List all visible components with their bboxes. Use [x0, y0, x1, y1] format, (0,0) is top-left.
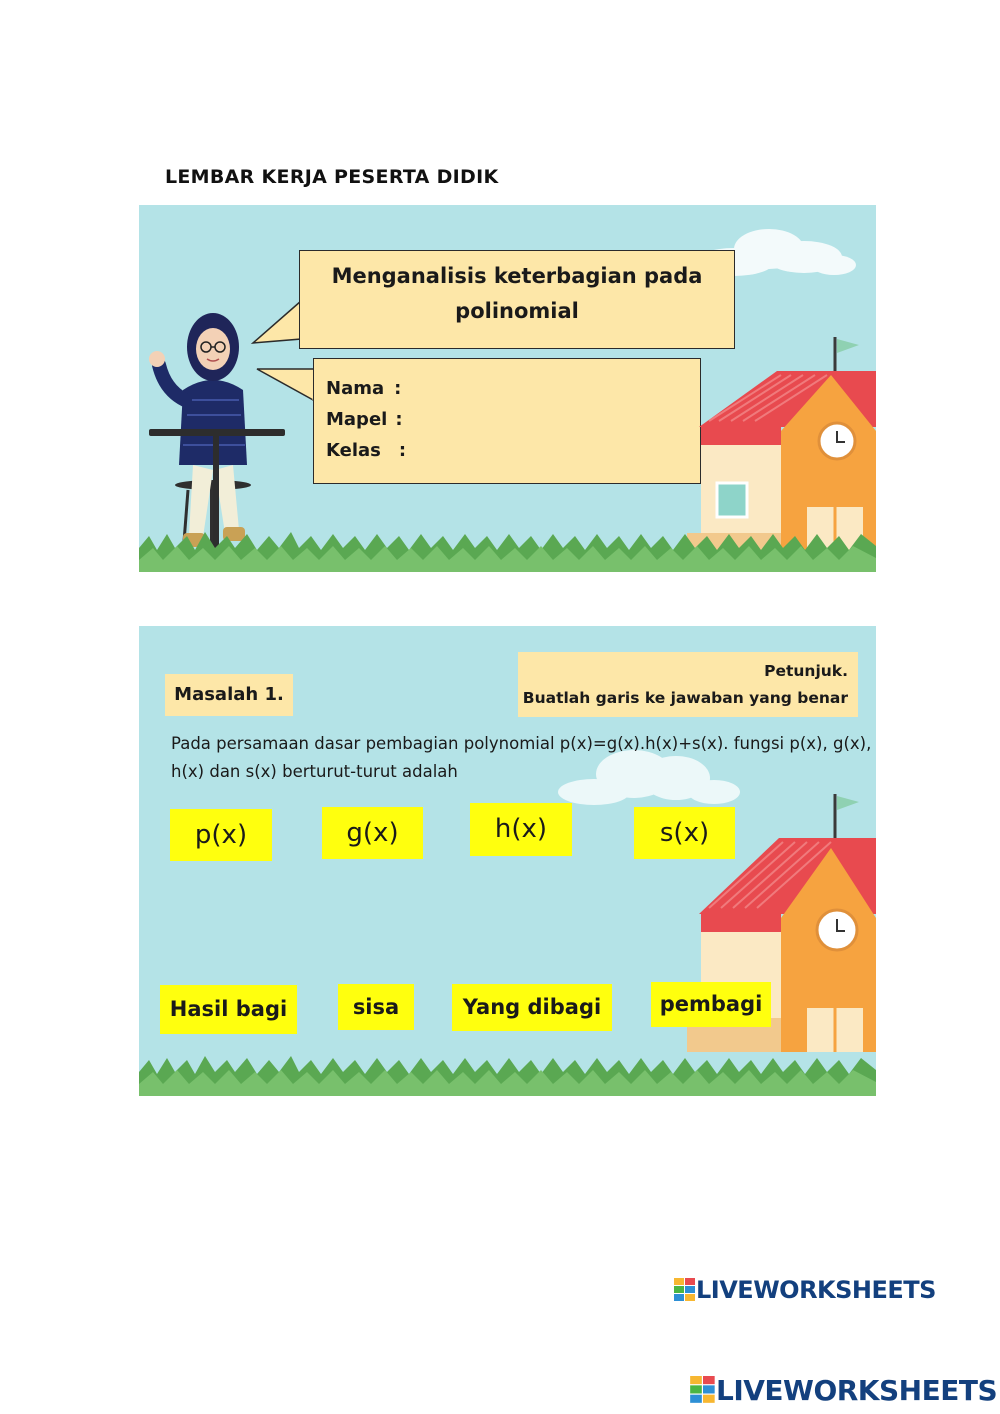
function-box-s[interactable]	[634, 807, 735, 859]
function-box-g[interactable]	[322, 807, 423, 859]
answer-box-sisa[interactable]	[338, 984, 414, 1030]
worksheet-title-line2: polinomial	[455, 299, 579, 323]
field-separator: :	[395, 409, 403, 430]
answer-box-pembagi[interactable]	[651, 982, 771, 1027]
function-box-p[interactable]	[170, 809, 272, 861]
instruction-heading: Petunjuk.	[764, 662, 848, 680]
grass-decoration	[139, 1050, 876, 1096]
field-kelas[interactable]	[326, 435, 700, 466]
function-box-h[interactable]	[470, 803, 572, 856]
problem-label: Masalah 1.	[165, 674, 293, 716]
function-label: p(x)	[194, 820, 248, 850]
liveworksheets-logo-icon	[674, 1278, 696, 1302]
field-label: Mapel	[326, 409, 388, 430]
title-bubble	[299, 250, 735, 349]
problem-slide	[139, 626, 876, 1096]
watermark-text: LIVEWORKSHEETS	[716, 1373, 998, 1407]
instruction-box	[518, 652, 858, 717]
instruction-text: Buatlah garis ke jawaban yang benar	[522, 689, 848, 707]
function-label: h(x)	[494, 814, 548, 844]
answer-label: pembagi	[659, 992, 763, 1016]
field-label: Kelas	[326, 440, 381, 461]
field-nama[interactable]	[326, 373, 700, 404]
function-label: g(x)	[346, 818, 399, 848]
answer-box-hasil-bagi[interactable]	[160, 985, 297, 1034]
cover-slide	[139, 205, 876, 572]
question-line1: Pada persamaan dasar pembagian polynomial p(x)=g(x).h(x)+s(x). fungsi p(x), g(x),	[171, 734, 872, 753]
watermark-text: LIVEWORKSHEETS	[696, 1276, 936, 1304]
question-line2: h(x) dan s(x) berturut-turut adalah	[171, 762, 458, 781]
answer-label: Yang dibagi	[462, 995, 602, 1019]
question-text	[171, 730, 871, 786]
function-label: s(x)	[659, 818, 710, 848]
liveworksheets-watermark	[690, 1372, 997, 1407]
answer-box-yang-dibagi[interactable]	[452, 984, 612, 1031]
answer-label: Hasil bagi	[169, 997, 288, 1021]
field-label: Nama	[326, 378, 385, 399]
answer-label: sisa	[352, 995, 400, 1019]
worksheet-title-line1: Menganalisis keterbagian pada	[331, 264, 703, 288]
identity-bubble	[313, 358, 701, 484]
bubble-tail-icon	[255, 365, 315, 415]
grass-decoration	[139, 526, 876, 572]
school-house-illustration	[687, 335, 876, 555]
liveworksheets-logo-icon	[690, 1376, 716, 1404]
field-separator: :	[394, 378, 402, 399]
liveworksheets-watermark	[674, 1275, 936, 1304]
field-separator: :	[398, 440, 407, 461]
bubble-tail-icon	[251, 291, 303, 371]
field-mapel[interactable]	[326, 404, 700, 435]
document-title: LEMBAR KERJA PESERTA DIDIK	[165, 166, 499, 188]
